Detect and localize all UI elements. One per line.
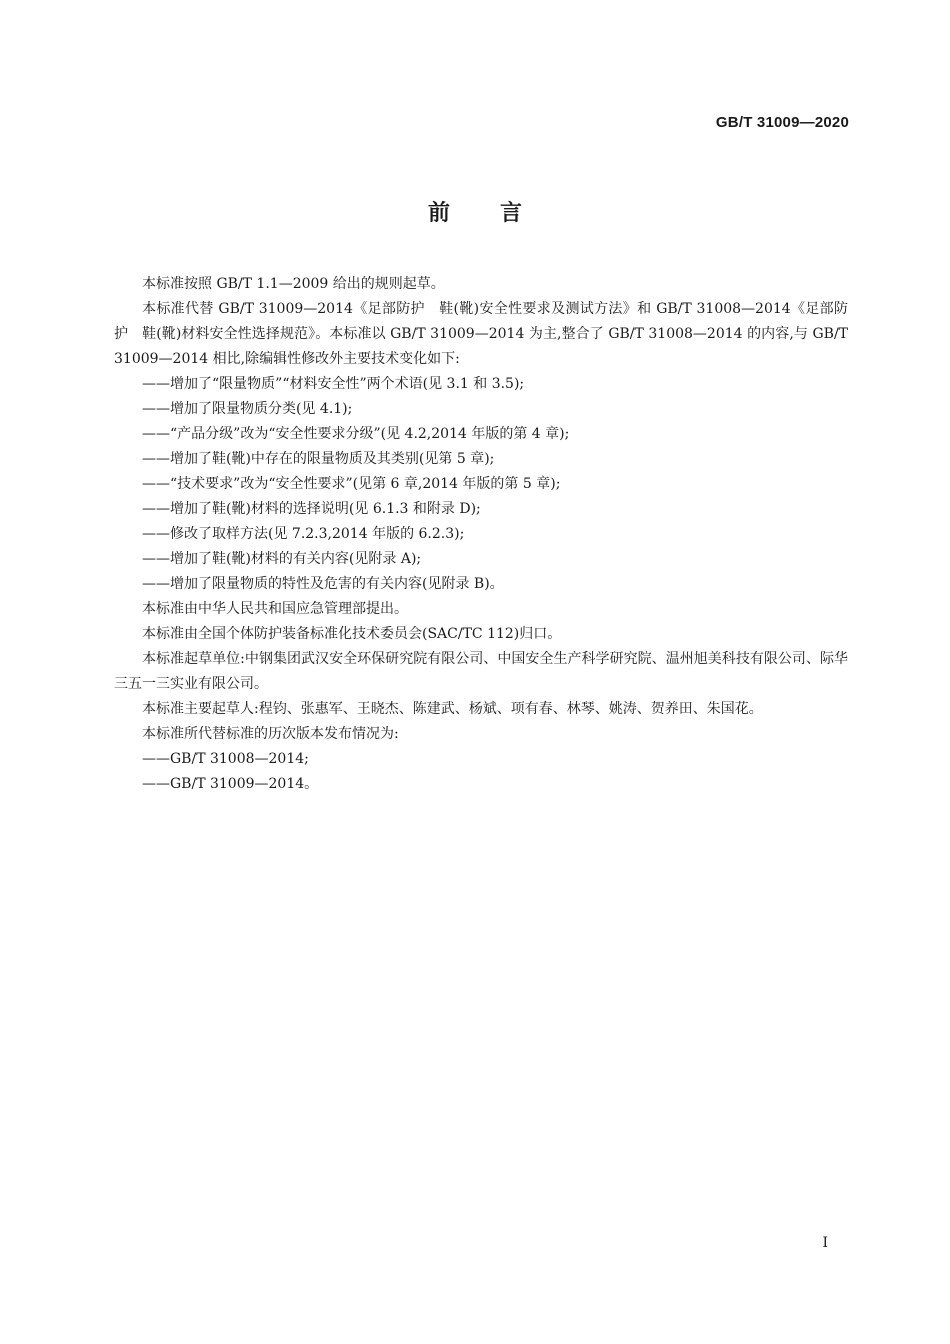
change-item: ——增加了限量物质的特性及危害的有关内容(见附录 B)。 [142, 576, 504, 592]
page-title [0, 196, 950, 227]
title-char-1: 前 [427, 201, 450, 226]
change-item: ——修改了取样方法(见 7.2.3,2014 年版的 6.2.3); [142, 526, 465, 542]
foreword-body [114, 272, 848, 797]
change-item: ——增加了鞋(靴)中存在的限量物质及其类别(见第 5 章); [142, 451, 495, 467]
change-item: ——“技术要求”改为“安全性要求”(见第 6 章,2014 年版的第 5 章); [142, 476, 561, 492]
paragraph-drafting-units: 本标准起草单位:中钢集团武汉安全环保研究院有限公司、中国安全生产科学研究院、温州旭美科技有限公司、际华三五一三实业有限公司。 [114, 651, 848, 692]
change-item: ——增加了“限量物质”“材料安全性”两个术语(见 3.1 和 3.5); [142, 376, 525, 392]
paragraph-replacement: 本标准代替 GB/T 31009—2014《足部防护 鞋(靴)安全性要求及测试方法》和 GB/T 31008—2014《足部防护 鞋(靴)材料安全性选择规范》。本标准以 GB/T 31009—2014 为主,整合了 GB/T 31008—2014 的内容,与 GB/T 31009—2014 相比,除编辑性修改外主要技术变化如下: [114, 301, 848, 367]
change-item: ——增加了鞋(靴)材料的选择说明(见 6.1.3 和附录 D); [142, 501, 481, 517]
history-item: ——GB/T 31008—2014; [142, 751, 309, 767]
page-number: I [822, 1235, 828, 1251]
paragraph-proposer: 本标准由中华人民共和国应急管理部提出。 [142, 601, 408, 617]
change-item: ——增加了限量物质分类(见 4.1); [142, 401, 353, 417]
history-item: ——GB/T 31009—2014。 [142, 776, 319, 792]
change-item: ——“产品分级”改为“安全性要求分级”(见 4.2,2014 年版的第 4 章); [142, 426, 570, 442]
paragraph-drafters: 本标准主要起草人:程钧、张惠军、王晓杰、陈建武、杨斌、项有春、林琴、姚涛、贺养田、朱国花。 [142, 701, 763, 717]
paragraph-drafting-rules: 本标准按照 GB/T 1.1—2009 给出的规则起草。 [142, 276, 445, 292]
title-char-2: 言 [500, 201, 523, 226]
paragraph-committee: 本标准由全国个体防护装备标准化技术委员会(SAC/TC 112)归口。 [142, 626, 562, 642]
paragraph-history-intro: 本标准所代替标准的历次版本发布情况为: [142, 726, 399, 742]
standard-number: GB/T 31009—2020 [715, 114, 849, 131]
change-item: ——增加了鞋(靴)材料的有关内容(见附录 A); [142, 551, 422, 567]
